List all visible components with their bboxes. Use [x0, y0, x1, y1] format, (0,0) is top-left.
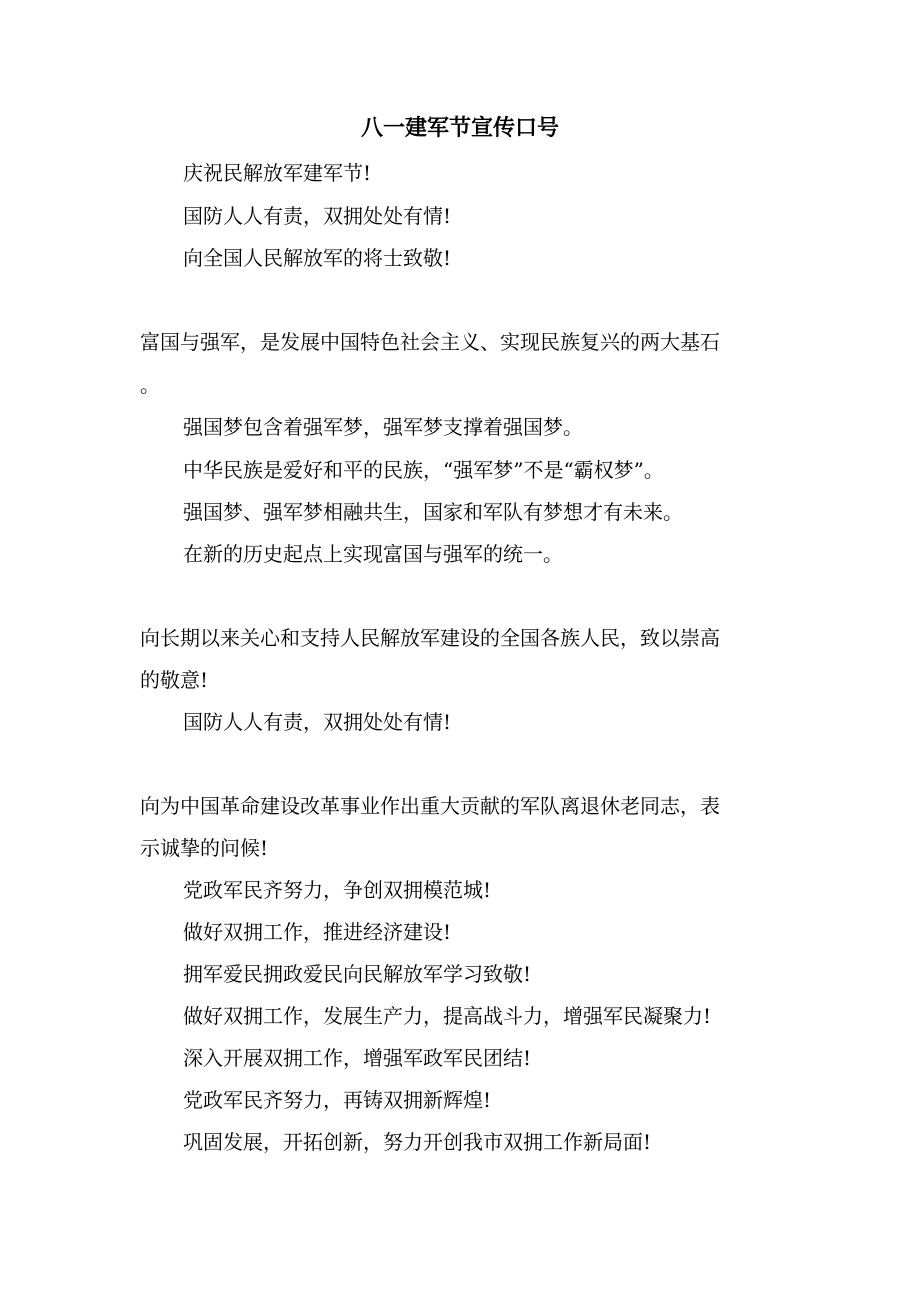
- paragraph-line: 向长期以来关心和支持人民解放军建设的全国各族人民，致以崇高: [140, 626, 720, 650]
- slogan-line: 国防人人有责，双拥处处有情!: [183, 710, 452, 734]
- slogan-line: 强国梦、强军梦相融共生，国家和军队有梦想才有未来。: [183, 500, 683, 524]
- slogan-line: 拥军爱民拥政爱民向民解放军学习致敬!: [183, 962, 532, 986]
- slogan-line: 庆祝民解放军建军节!: [183, 161, 372, 185]
- paragraph-line: 向为中国革命建设改革事业作出重大贡献的军队离退休老同志，表: [140, 794, 720, 818]
- slogan-line: 党政军民齐努力，争创双拥模范城!: [183, 878, 492, 902]
- slogan-line: 中华民族是爱好和平的民族，“强军梦”不是“霸权梦”。: [183, 458, 664, 482]
- slogan-line: 向全国人民解放军的将士致敬!: [183, 246, 452, 270]
- slogan-line: 巩固发展，开拓创新，努力开创我市双拥工作新局面!: [183, 1130, 652, 1154]
- paragraph-line: 的敬意!: [140, 668, 209, 692]
- slogan-line: 深入开展双拥工作，增强军政军民团结!: [183, 1046, 532, 1070]
- document-title: 八一建军节宣传口号: [360, 115, 559, 141]
- slogan-line: 党政军民齐努力，再铸双拥新辉煌!: [183, 1088, 492, 1112]
- paragraph-line: 。: [140, 373, 160, 397]
- slogan-line: 做好双拥工作，发展生产力，提高战斗力，增强军民凝聚力!: [183, 1004, 712, 1028]
- slogan-line: 强国梦包含着强军梦，强军梦支撑着强国梦。: [183, 415, 583, 439]
- paragraph-line: 示诚挚的问候!: [140, 836, 269, 860]
- slogan-line: 做好双拥工作，推进经济建设!: [183, 920, 452, 944]
- slogan-line: 国防人人有责，双拥处处有情!: [183, 204, 452, 228]
- paragraph-line: 富国与强军，是发展中国特色社会主义、实现民族复兴的两大基石: [140, 330, 720, 354]
- slogan-line: 在新的历史起点上实现富国与强军的统一。: [183, 542, 563, 566]
